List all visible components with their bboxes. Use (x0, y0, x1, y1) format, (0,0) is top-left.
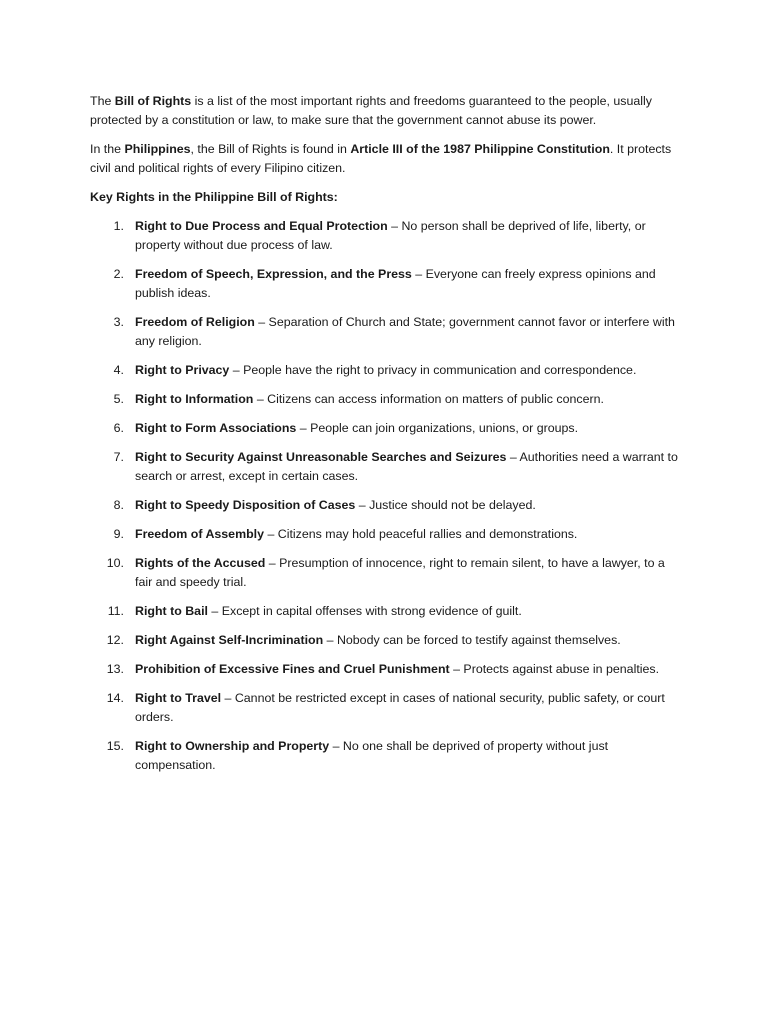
list-item-number: 5. (113, 392, 124, 406)
right-description: – Everyone can freely express opinions and publish ideas. (135, 267, 656, 300)
intro-text: . It protects civil and political rights of every Filipino citizen. (90, 142, 672, 175)
right-title: Right to Security Against Unreasonable Searches and Seizures (135, 450, 507, 464)
list-item (90, 390, 680, 409)
list-item-number: 6. (113, 421, 124, 435)
list-item (90, 631, 680, 650)
list-item (90, 217, 680, 255)
list-item (90, 419, 680, 438)
right-title: Right Against Self-Incrimination (135, 633, 324, 647)
list-item-number: 12. (106, 633, 124, 647)
list-item (90, 265, 680, 303)
right-description: – Authorities need a warrant to search or arrest, except in certain cases. (135, 450, 678, 483)
list-item-number: 3. (113, 315, 124, 329)
right-description: – Justice should not be delayed. (355, 498, 536, 512)
right-description: – Protects against abuse in penalties. (449, 662, 660, 676)
intro-text: , the Bill of Rights is found in (190, 142, 351, 156)
list-item (90, 602, 680, 621)
list-item (90, 313, 680, 351)
intro-text: is a list of the most important rights and freedoms guaranteed to the people, usually protected by a constitution or law, to make sure that the government cannot abuse its power. (90, 94, 652, 127)
right-description: – People have the right to privacy in communication and correspondence. (229, 363, 637, 377)
right-title: Right to Travel (135, 691, 222, 705)
right-title: Right to Bail (135, 604, 208, 618)
right-title: Right to Privacy (135, 363, 230, 377)
list-item-number: 2. (113, 267, 124, 281)
intro-paragraph-2 (90, 140, 680, 178)
right-description: – Presumption of innocence, right to remain silent, to have a lawyer, to a fair and speedy trial. (135, 556, 665, 589)
right-description: – No person shall be deprived of life, liberty, or property without due process of law. (135, 219, 646, 252)
intro-text: In the (90, 142, 125, 156)
list-item-number: 9. (113, 527, 124, 541)
right-title: Rights of the Accused (135, 556, 266, 570)
list-item (90, 689, 680, 727)
bill-of-rights-term: Bill of Rights (114, 94, 192, 108)
list-item (90, 361, 680, 380)
intro-text: The (90, 94, 115, 108)
right-description: – Except in capital offenses with strong evidence of guilt. (207, 604, 522, 618)
right-description: – Separation of Church and State; government cannot favor or interfere with any religion. (135, 315, 675, 348)
list-item (90, 737, 680, 775)
right-description: – Citizens may hold peaceful rallies and demonstrations. (264, 527, 578, 541)
list-item-number: 7. (113, 450, 124, 464)
right-title: Right to Ownership and Property (135, 739, 330, 753)
right-description: – People can join organizations, unions, or groups. (296, 421, 579, 435)
right-title: Freedom of Speech, Expression, and the Press (135, 267, 412, 281)
list-item-number: 1. (113, 219, 124, 233)
list-item-number: 4. (113, 363, 124, 377)
right-title: Right to Speedy Disposition of Cases (135, 498, 356, 512)
list-item-number: 8. (113, 498, 124, 512)
right-description: – Citizens can access information on matters of public concern. (253, 392, 604, 406)
list-item (90, 554, 680, 592)
list-item (90, 525, 680, 544)
intro-paragraph-1 (90, 92, 680, 130)
document-page (90, 92, 680, 785)
right-description: – No one shall be deprived of property without just compensation. (135, 739, 609, 772)
list-item (90, 660, 680, 679)
right-title: Right to Form Associations (135, 421, 297, 435)
right-title: Freedom of Assembly (135, 527, 264, 541)
right-description: – Cannot be restricted except in cases of national security, public safety, or court orders. (135, 691, 665, 724)
list-item-number: 14. (106, 691, 124, 705)
list-item (90, 496, 680, 515)
right-description: – Nobody can be forced to testify against themselves. (323, 633, 621, 647)
right-title: Prohibition of Excessive Fines and Cruel Punishment (135, 662, 450, 676)
list-item-number: 13. (106, 662, 124, 676)
philippines-term: Philippines (124, 142, 191, 156)
right-title: Freedom of Religion (135, 315, 255, 329)
article-term: Article III of the 1987 Philippine Constitution (350, 142, 610, 156)
list-item-number: 11. (107, 604, 124, 618)
rights-list (90, 217, 680, 775)
list-item-number: 15. (106, 739, 124, 753)
list-item (90, 448, 680, 486)
right-title: Right to Information (135, 392, 254, 406)
list-heading: Key Rights in the Philippine Bill of Rights: (90, 190, 338, 204)
list-item-number: 10. (106, 556, 124, 570)
right-title: Right to Due Process and Equal Protection (135, 219, 388, 233)
